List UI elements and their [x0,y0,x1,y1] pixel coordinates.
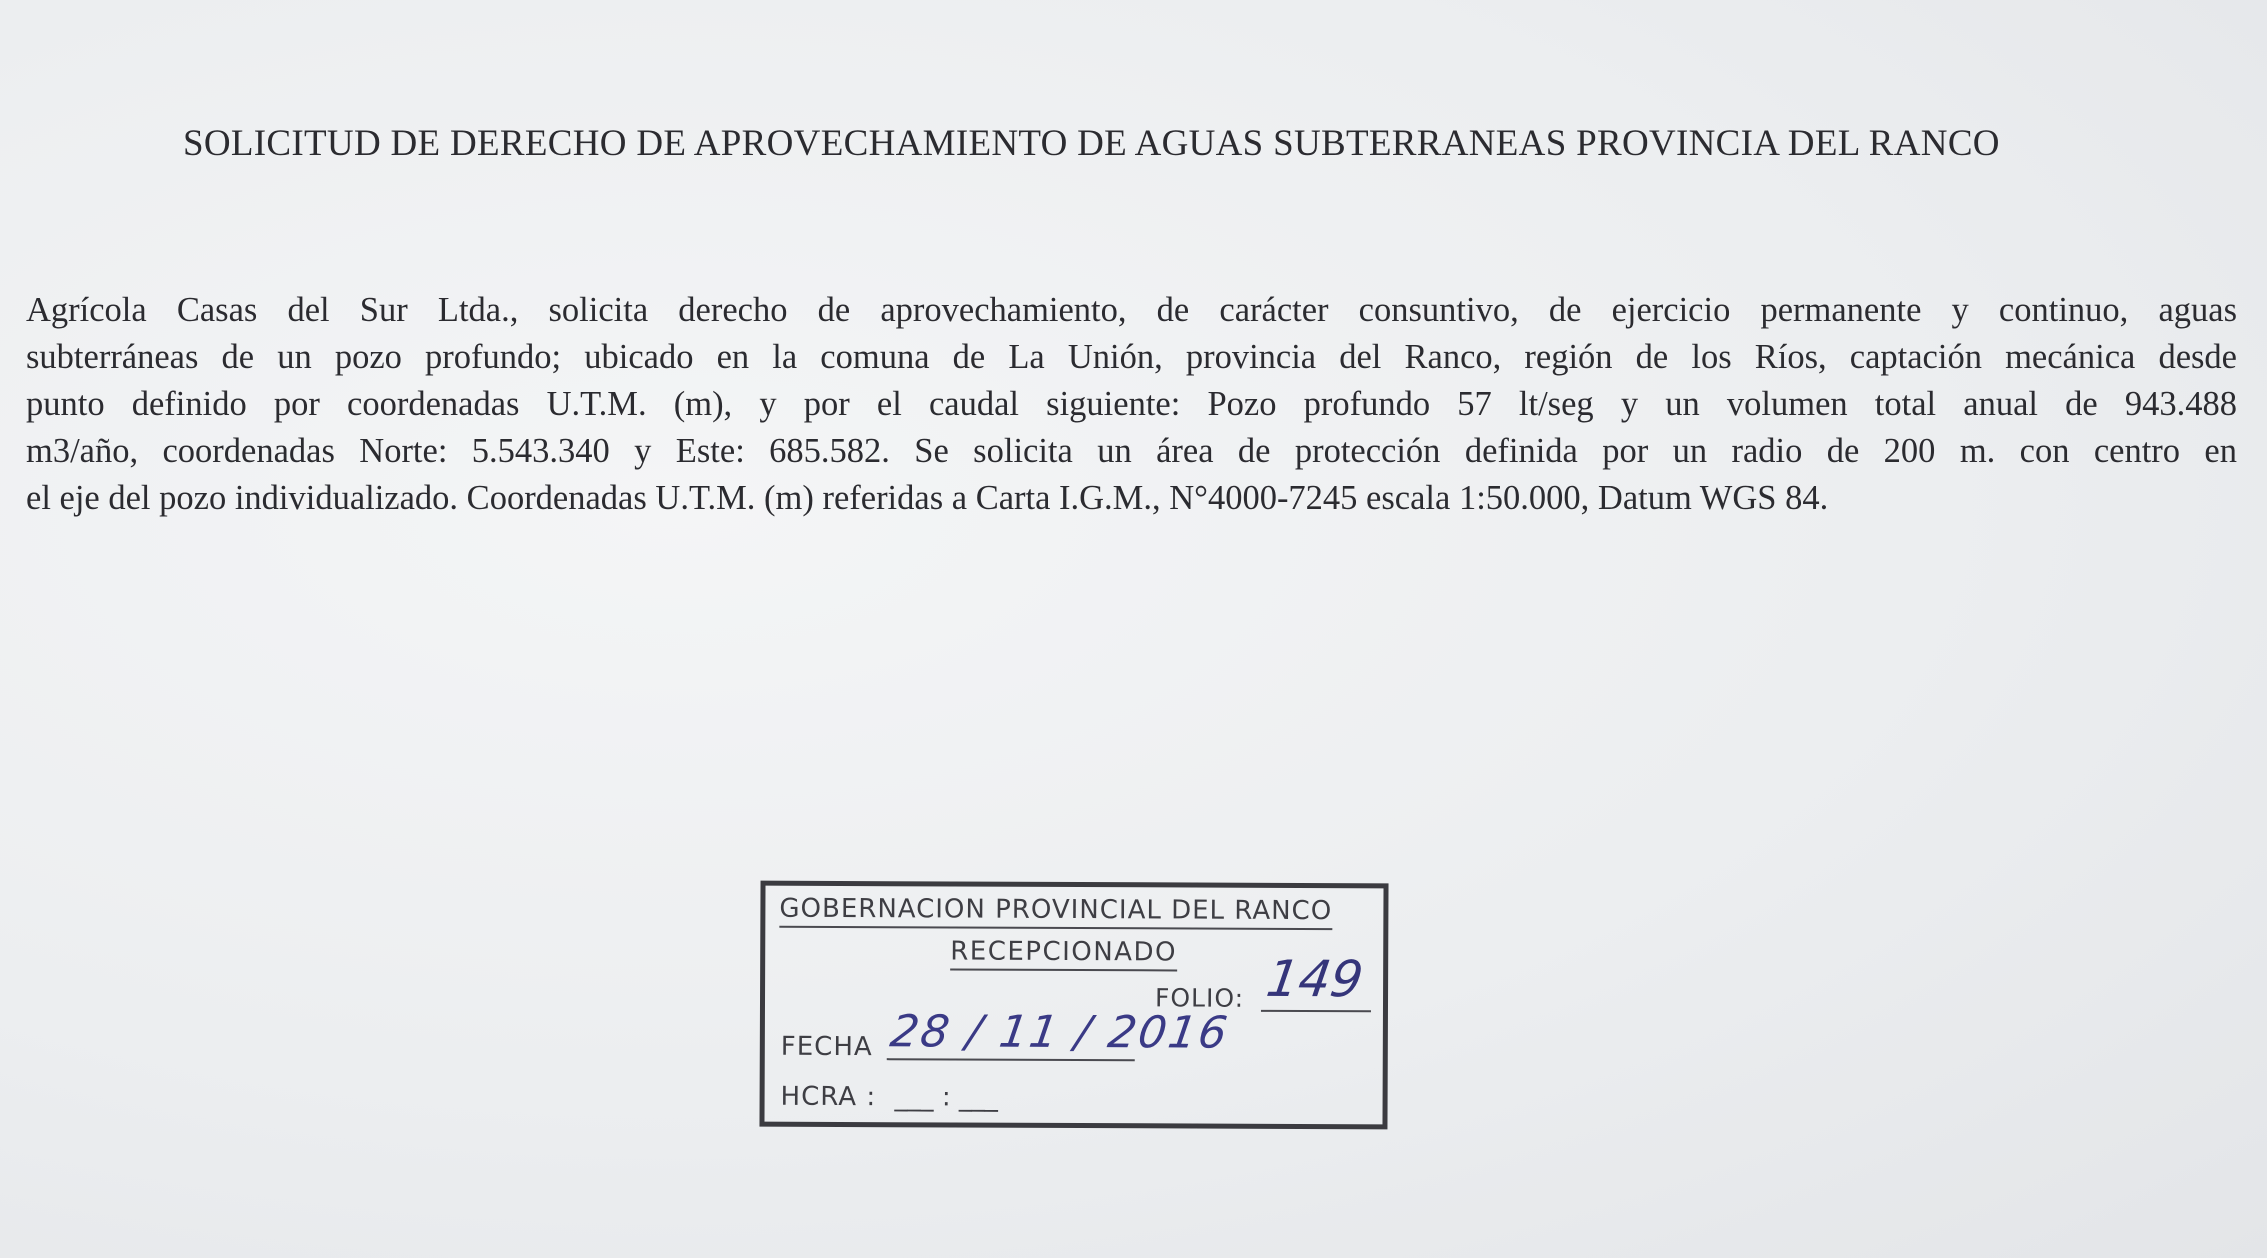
stamp-folio-handwritten-value: 149 [1262,949,1367,1009]
stamp-date-underline [887,1058,1135,1061]
body-line-2: subterráneas de un pozo profundo; ubicado en la comuna de La Unión, provincia del Ranco, región de los Ríos, captación mecánica desde [26,338,2237,376]
document-title: SOLICITUD DE DERECHO DE APROVECHAMIENTO DE AGUAS SUBTERRANEAS PROVINCIA DEL RANCO [183,123,2000,164]
document-body [26,287,2237,522]
stamp-time-blanks: ___ : ___ [894,1082,998,1113]
stamp-date-handwritten-value: 28 / 11 / 2016 [887,1006,1233,1059]
stamp-office-name: GOBERNACION PROVINCIAL DEL RANCO [779,894,1332,930]
body-line-4: m3/año, coordenadas Norte: 5.543.340 y Este: 685.582. Se solicita un área de protección definida por un radio de 200 m. con centro en [26,432,2237,470]
stamp-folio-label: FOLIO: [1154,983,1245,1013]
reception-stamp [759,881,1388,1130]
body-line-3: punto definido por coordenadas U.T.M. (m), y por el caudal siguiente: Pozo profundo 57 lt/seg y un volumen total anual de 943.488 [26,385,2237,423]
stamp-folio-underline [1261,1010,1371,1012]
stamp-date-label: FECHA [780,1031,873,1063]
stamp-received-label: RECEPCIONADO [950,936,1177,971]
body-line-5: el eje del pozo individualizado. Coordenadas U.T.M. (m) referidas a Carta I.G.M., N°4000-7245 escala 1:50.000, Datum WGS 84. [26,479,1829,517]
body-line-1: Agrícola Casas del Sur Ltda., solicita derecho de aprovechamiento, de carácter consuntivo, de ejercicio permanente y continuo, aguas [26,291,2237,329]
stamp-time-label: HCRA : [780,1081,877,1113]
